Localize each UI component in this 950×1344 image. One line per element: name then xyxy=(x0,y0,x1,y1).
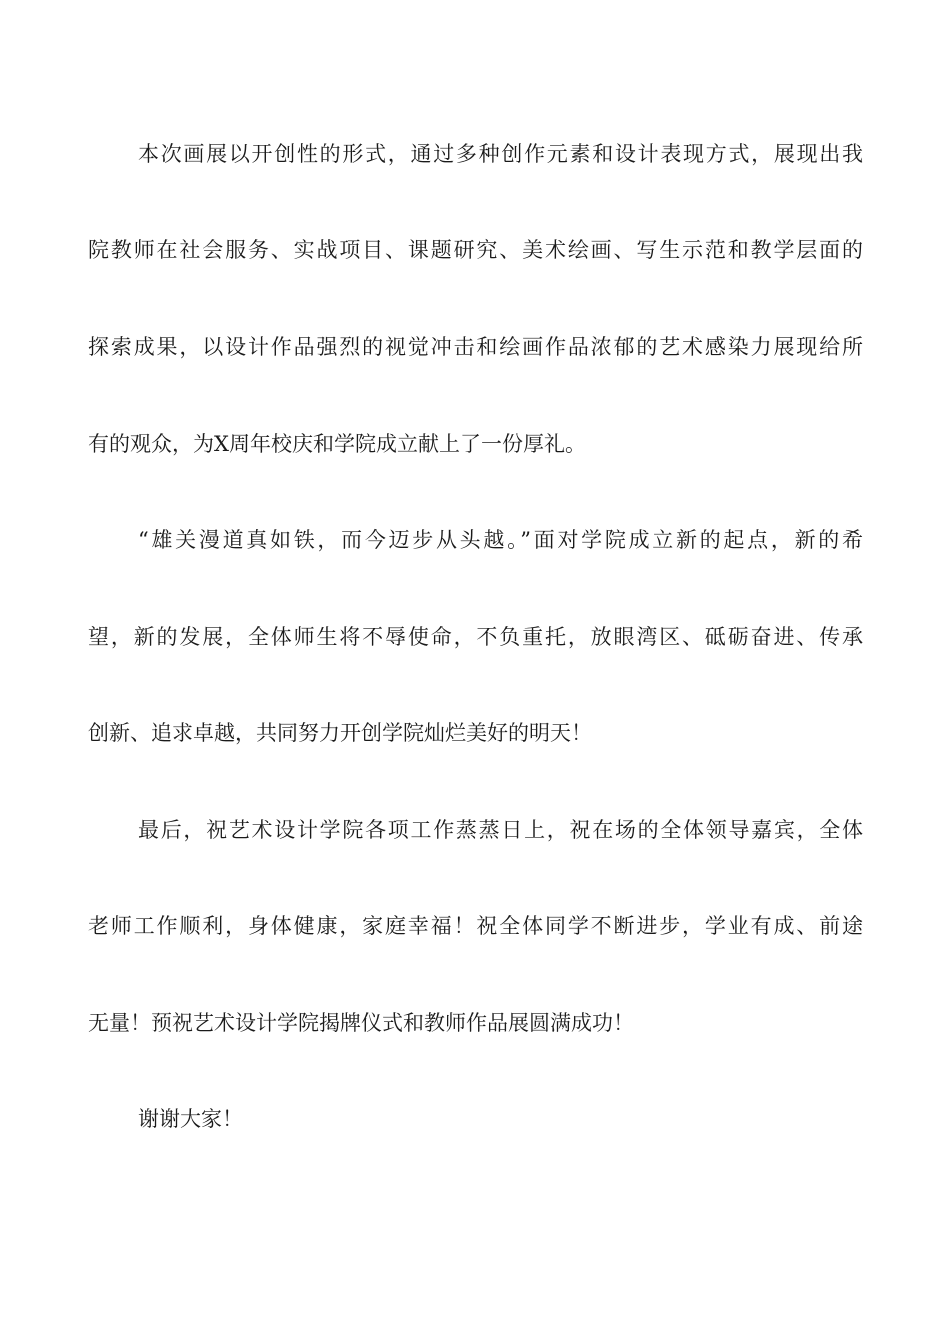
paragraph-3-line-3: 无量！预祝艺术设计学院揭牌仪式和教师作品展圆满成功！ xyxy=(88,1011,634,1035)
paragraph-3-line-1: 最后，祝艺术设计学院各项工作蒸蒸日上，祝在场的全体领导嘉宾，全体 xyxy=(138,818,863,842)
paragraph-3-line-2: 老师工作顺利，身体健康，家庭幸福！祝全体同学不断进步，学业有成、前途 xyxy=(88,914,863,938)
paragraph-1-line-1: 本次画展以开创性的形式，通过多种创作元素和设计表现方式，展现出我 xyxy=(138,142,863,166)
paragraph-2-line-3: 创新、追求卓越，共同努力开创学院灿烂美好的明天！ xyxy=(88,721,592,745)
paragraph-1-line-2: 院教师在社会服务、实战项目、课题研究、美术绘画、写生示范和教学层面的 xyxy=(88,238,863,262)
paragraph-2-line-1: “雄关漫道真如铁，而今迈步从头越。”面对学院成立新的起点，新的希 xyxy=(138,528,863,552)
paragraph-1-line-4: 有的观众，为X周年校庆和学院成立献上了一份厚礼。 xyxy=(88,432,586,456)
paragraph-2-line-2: 望，新的发展，全体师生将不辱使命，不负重托，放眼湾区、砥砺奋进、传承 xyxy=(88,625,863,649)
paragraph-1-line-3: 探索成果，以设计作品强烈的视觉冲击和绘画作品浓郁的艺术感染力展现给所 xyxy=(88,335,863,359)
closing-line: 谢谢大家！ xyxy=(138,1107,243,1131)
